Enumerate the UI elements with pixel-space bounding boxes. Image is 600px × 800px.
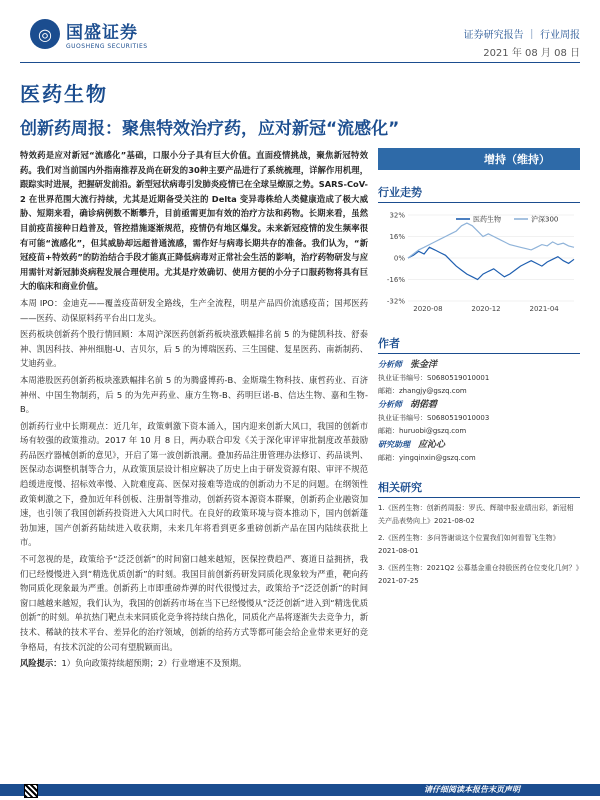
company-logo bbox=[30, 18, 148, 50]
analyst-role: 分析师 bbox=[378, 360, 402, 369]
analyst-name: 胡偌碧 bbox=[410, 400, 438, 410]
footer-text: 请仔细阅读本报告末页声明 bbox=[424, 785, 520, 794]
analyst-name: 张金洋 bbox=[410, 360, 438, 370]
analyst-cert: 执业证书编号：S0680519010001 bbox=[378, 374, 490, 382]
report-type: 证券研究报告 ｜ 行业周报 bbox=[463, 30, 580, 41]
para-a-share: 医药板块创新药个股行情回顾：本周沪深医药创新药板块涨跌幅排名前 5 的为健凯科技、舒泰神、凯因科技、神州细胞-U、吉贝尔，后 5 的为博瑞医药、三生国健、复星医药、南新制药、艾迪药业。 bbox=[20, 329, 368, 369]
rating-badge: 增持（维持） bbox=[378, 148, 580, 170]
sidebar bbox=[378, 148, 580, 592]
analyst-name: 应沁心 bbox=[418, 440, 446, 450]
analyst-cert: 执业证书编号：S0680519010003 bbox=[378, 414, 490, 422]
logo-name: 国盛证券 bbox=[66, 23, 138, 43]
email-label: 邮箱： bbox=[378, 454, 399, 462]
analyst-email[interactable]: huruobi@gszq.com bbox=[399, 427, 467, 435]
y-tick-label: 32% bbox=[389, 211, 405, 220]
risk-text: 1）负向政策持续超预期；2）行业增速不及预期。 bbox=[61, 658, 247, 669]
email-label: 邮箱： bbox=[378, 427, 399, 435]
legend-label: 医药生物 bbox=[473, 215, 501, 224]
report-date: 2021 年 08 月 08 日 bbox=[483, 48, 580, 59]
trend-chart bbox=[378, 207, 580, 321]
related-item[interactable]: 2.《医药生物：多问答谢谈这个位置我们如何看智飞生物》2021-08-01 bbox=[378, 534, 560, 555]
y-tick-label: -16% bbox=[386, 276, 405, 284]
related-item[interactable]: 1.《医药生物：创新药周报：罗氏、辉瑞申报业绩出彩，新冠相关产品表势向上》2021-08-02 bbox=[378, 504, 574, 525]
sector-title: 医药生物 bbox=[20, 82, 108, 106]
x-tick-label: 2021-04 bbox=[529, 305, 559, 313]
logo-icon: ◎ bbox=[30, 19, 60, 49]
series-line bbox=[408, 223, 574, 258]
related-list bbox=[378, 502, 580, 588]
analyst-email[interactable]: zhangjy@gszq.com bbox=[399, 387, 467, 395]
analyst-role: 分析师 bbox=[378, 400, 402, 409]
email-label: 邮箱： bbox=[378, 387, 399, 395]
x-tick-label: 2020-08 bbox=[413, 305, 443, 313]
y-tick-label: -32% bbox=[386, 297, 405, 306]
main-body bbox=[20, 148, 368, 673]
analyst-email[interactable]: yingqinxin@gszq.com bbox=[399, 454, 476, 462]
qr-code-icon bbox=[24, 784, 38, 798]
para-long-term: 创新药行业中长期观点：近几年，政策刺激下资本涌入，国内迎来创新大风口，我国的创新市场有较强的政策推动。2017 年 10 月 8 日，两办联合印发《关于深化审评审批制度改革鼓励药品医疗器械创新的意见》，开启了第一波创新浪潮。叠加药品注册管理办法修订、药品谈判、医保动态调整机制等合力，从政策顶层设计相应解决了历史上由于研发资源有限、审评不规范趋缓进度慢、招标效率慢、入院难度高、医保对接难等造成的创新动力不足的问题。在纲领性政策刺激之下，叠加近年科创板、注册制等推动，创新药资本源资本群聚，创新药企业融资加速，也引领了我国创新药投资进入大风口时代。在良好的政策环境与资本推动下，国内创新蓬勃加速，国产创新药陆续进入收获期，未来几年将看到更多重磅创新产品在国内陆续获批上市。 bbox=[20, 420, 368, 548]
y-tick-label: 0% bbox=[393, 254, 405, 263]
related-heading: 相关研究 bbox=[378, 479, 580, 498]
analyst-role: 研究助理 bbox=[378, 440, 410, 449]
logo-name-en: GUOSHENG SECURITIES bbox=[66, 43, 148, 50]
footer bbox=[0, 780, 600, 800]
para-hk-share: 本周港股医药创新药板块涨跌幅排名前 5 的为腾盛博药-B、金斯瑞生物科技、康哲药业、百济神州、中国生物制药，后 5 的为先声药业、康方生物-B、药明巨诺-B、信达生物、嘉和生物-B。 bbox=[20, 374, 368, 415]
analyst-heading: 作者 bbox=[378, 335, 580, 354]
para-selection: 不可忽视的是，政策给予“泛泛创新”的时间窗口越来越短，医保控费趋严、赛道日益拥挤，我们已经慢慢进入到“精选优质创新”的时刻。我国目前创新药研发同质化现象较为严重，靶向药物同质化现象最为严重。创新药上市即重磅炸弹的时代很慢过去，政策给予“泛泛创新”的时间窗口越越来越短，我们认为，我国的创新药市场在当下已经慢慢从“泛泛创新”进入到“精选优质创新”的时刻。单抗热门靶点未来同质化竞争将持续白热化，同质化产品将逐渐失去竞争力，新技术、稀缺的技术平台、差异化的治疗领域，创新的给药方式等都可能会给企业带来更好的竞争格局，有技术沉淀的公司有望脱颖而出。 bbox=[20, 554, 368, 652]
trend-heading: 行业走势 bbox=[378, 184, 580, 203]
para-summary: 特效药是应对新冠“流感化”基础，口服小分子具有巨大价值。直面疫情挑战，聚焦新冠特效药。我们对当前国内外指南推荐及尚在研发的30种主要产品进行了系统梳理，详解作用机理，跟踪实时进展，把握研发前沿。新型冠状病毒引发肺炎疫情已在全球呈燎原之势。SARS-CoV-2 在世界范围大流行持续，尤其是近期备受关注的 Delta 变异毒株给人类健康造成了极大威胁、短期来看，确诊病例数不断攀升，目前亟需更加有效的治疗方法和药物。长期来看，虽然目前疫苗接种日趋普及，管控措施逐渐规范，疫情仍有地区爆发。未来新冠疫情的发生频率很有可能“流感化”，但其威胁却远超普通流感，需作好与病毒长期共存的准备。我们认为，“新冠疫苗+特效药”的防治结合手段才能真正降低病毒对正常社会生活的影响，治疗药物研发与应用需针对新冠肺炎病程发展合理使用。尤其是疗效确切、使用方便的小分子口服药物将具有巨大的临床和商业价值。 bbox=[20, 150, 368, 292]
x-tick-label: 2020-12 bbox=[471, 305, 501, 313]
risk-note bbox=[20, 656, 368, 671]
series-line bbox=[408, 247, 574, 279]
y-tick-label: 16% bbox=[389, 233, 405, 241]
trend-chart-svg bbox=[378, 207, 580, 317]
related-item[interactable]: 3.《医药生物：2021Q2 公募基金重仓持股医药仓位变化几何？》2021-07-25 bbox=[378, 564, 580, 585]
analyst-list bbox=[378, 358, 580, 465]
para-ipo: 本周 IPO：金迪克——覆盖疫苗研发全路线，生产全流程，明星产品四价流感疫苗；国邦医药——医药、动保原料药平台出口龙头。 bbox=[20, 297, 368, 323]
legend-label: 沪深300 bbox=[531, 215, 559, 224]
risk-label: 风险提示： bbox=[20, 658, 62, 669]
report-title: 创新药周报：聚焦特效治疗药，应对新冠“流感化” bbox=[20, 119, 400, 139]
header-divider bbox=[20, 62, 580, 63]
